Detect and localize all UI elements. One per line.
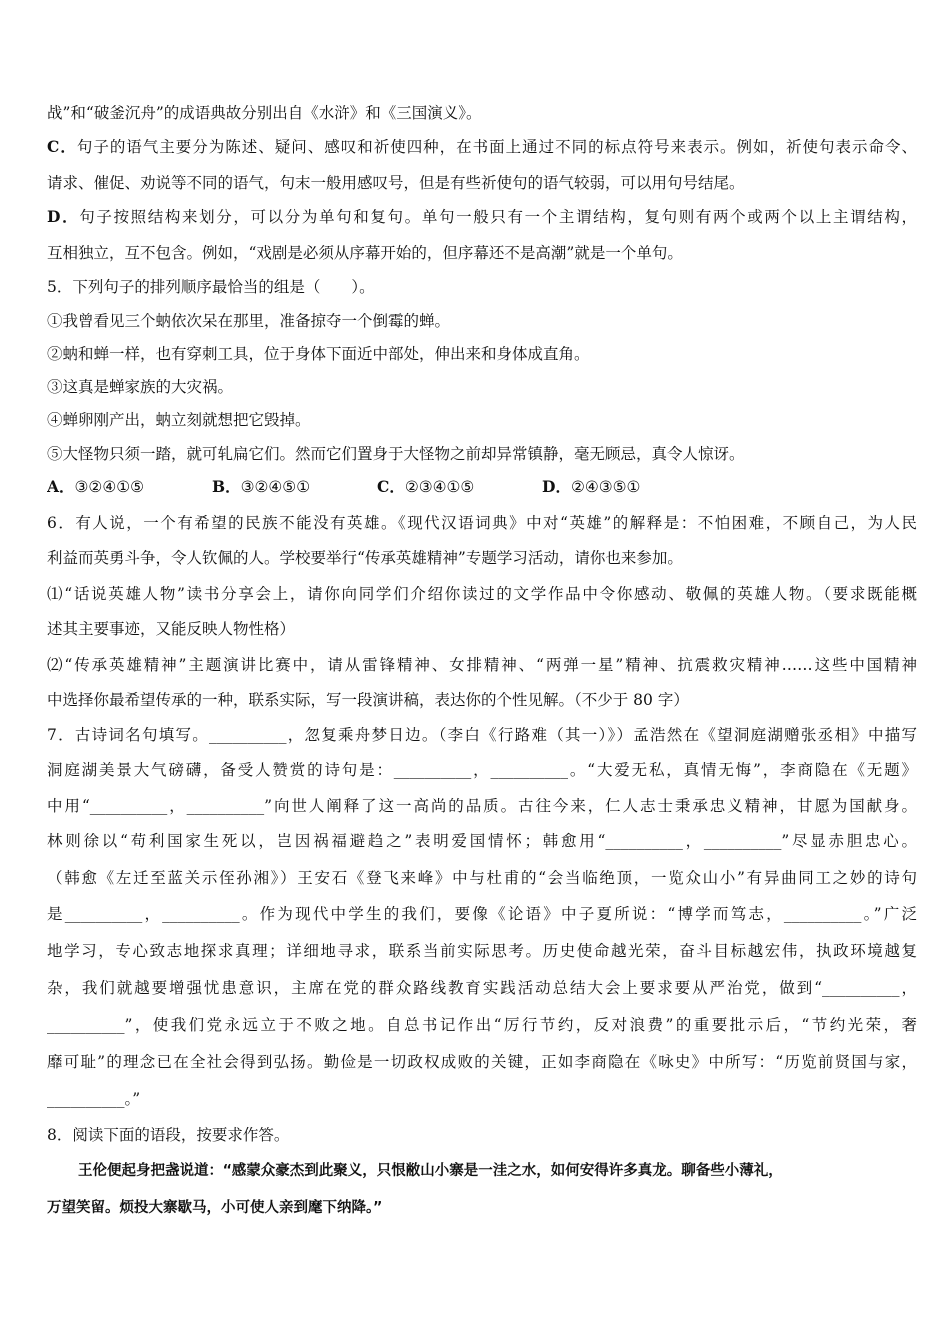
option-d-label: D． <box>47 207 80 226</box>
question-5: 5．下列句子的排列顺序最恰当的组是（ ）。 <box>47 278 375 296</box>
option-d[interactable]: D．②④③⑤① <box>542 477 641 496</box>
question-6: 6．有人说，一个有希望的民族不能没有英雄。《现代汉语词典》中对“英雄”的解释是：不怕困难，不顾自己，为人民 <box>47 514 917 532</box>
text-line: 利益而英勇斗争，令人钦佩的人。学校要举行“传承英雄精神”专题学习活动，请你也来参加。 <box>47 549 683 567</box>
reading-passage: 王伦便起身把盏说道：“感蒙众豪杰到此聚义，只恨敝山小寨是一洼之水，如何安得许多真龙。聊备些小薄礼， <box>78 1163 783 1179</box>
text-line: 中选择你最希望传承的一种，联系实际，写一段演讲稿，表达你的个性见解。（不少于 80 字） <box>47 691 689 709</box>
sentence-4: ④蝉卵刚产出，蚋立刻就想把它毁掉。 <box>47 411 311 429</box>
text-line: __________”，使我们党永远立于不败之地。自总书记作出“厉行节约，反对浪费”的重要批示后，“节约光荣，奢 <box>47 1016 917 1034</box>
option-c-text: 句子的语气主要分为陈述、疑问、感叹和祈使四种，在书面上通过不同的标点符号来表示。例如，祈使句表示命令、 <box>76 138 917 156</box>
question-6-part-2: ⑵“传承英雄精神”主题演讲比赛中，请从雷锋精神、女排精神、“两弹一星”精神、抗震救灾精神……这些中国精神 <box>47 656 917 674</box>
text-line: 中用“__________，__________”向世人阐释了这一高尚的品质。古往今来，仁人志士秉承忠义精神，甘愿为国献身。 <box>47 797 917 815</box>
text-line: 战”和“破釜沉舟”的成语典故分别出自《水浒》和《三国演义》。 <box>47 104 482 122</box>
option-b[interactable]: B．③②④⑤① <box>212 477 311 496</box>
question-8: 8．阅读下面的语段，按要求作答。 <box>47 1126 290 1144</box>
option-a[interactable]: A．③②④①⑤ <box>47 477 145 496</box>
sentence-3: ③这真是蝉家族的大灾祸。 <box>47 378 234 396</box>
text-line: 请求、催促、劝说等不同的语气，句末一般用感叹号，但是有些祈使句的语气较弱，可以用句号结尾。 <box>47 174 745 192</box>
text-line: 地学习，专心致志地探求真理；详细地寻求，联系当前实际思考。历史使命越光荣，奋斗目标越宏伟，执政环境越复 <box>47 942 917 960</box>
text-line: 杂，我们就越要增强忧患意识，主席在党的群众路线教育实践活动总结大会上要求要从严治党，做到“__________， <box>47 979 917 997</box>
option-c[interactable]: C．②③④①⑤ <box>377 477 475 496</box>
text-line: 洞庭湖美景大气磅礴，备受人赞赏的诗句是：__________，__________。“大爱无私，真情无悔”，李商隐在《无题》 <box>47 761 917 779</box>
text-line: 林则徐以“苟利国家生死以，岂因祸福避趋之”表明爱国情怀；韩愈用“__________，__________”尽显赤胆忠心。 <box>47 832 917 850</box>
option-c-label: C． <box>47 137 77 156</box>
answer-options <box>47 476 917 500</box>
question-7: 7．古诗词名句填写。__________，忽复乘舟梦日边。（李白《行路难（其一）》）孟浩然在《望洞庭湖赠张丞相》中描写 <box>47 726 917 744</box>
option-d-text: 句子按照结构来划分，可以分为单句和复句。单句一般只有一个主谓结构，复句则有两个或两个以上主谓结构， <box>79 208 917 226</box>
reading-passage: 万望笑留。烦投大寨歇马，小可使人亲到麾下纳降。” <box>47 1200 382 1216</box>
text-line: 靡可耻”的理念已在全社会得到弘扬。勤俭是一切政权成败的关键，正如李商隐在《咏史》中所写：“历览前贤国与家， <box>47 1053 917 1071</box>
option-c-line <box>47 136 917 160</box>
option-d-line <box>47 206 917 230</box>
text-line: __________。” <box>47 1090 141 1108</box>
text-line: 互相独立，互不包含。例如，“戏剧是必须从序幕开始的，但序幕还不是高潮”就是一个单句。 <box>47 244 683 262</box>
question-6-part-1: ⑴“话说英雄人物”读书分享会上，请你向同学们介绍你读过的文学作品中令你感动、敬佩的英雄人物。（要求既能概 <box>47 585 917 603</box>
text-line: 述其主要事迹，又能反映人物性格） <box>47 620 296 638</box>
sentence-2: ②蚋和蝉一样，也有穿刺工具，位于身体下面近中部处，伸出来和身体成直角。 <box>47 345 590 363</box>
sentence-1: ①我曾看见三个蚋依次呆在那里，准备掠夺一个倒霉的蝉。 <box>47 312 451 330</box>
text-line: （韩愈《左迁至蓝关示侄孙湘》）王安石《登飞来峰》中与杜甫的“会当临绝顶，一览众山小”有异曲同工之妙的诗句 <box>47 869 917 887</box>
sentence-5: ⑤大怪物只须一踏，就可轧扁它们。然而它们置身于大怪物之前却异常镇静，毫无顾忌，真令人惊讶。 <box>47 445 745 463</box>
text-line: 是__________，__________。作为现代中学生的我们，要像《论语》中子夏所说：“博学而笃志，__________。”广泛 <box>47 905 917 923</box>
